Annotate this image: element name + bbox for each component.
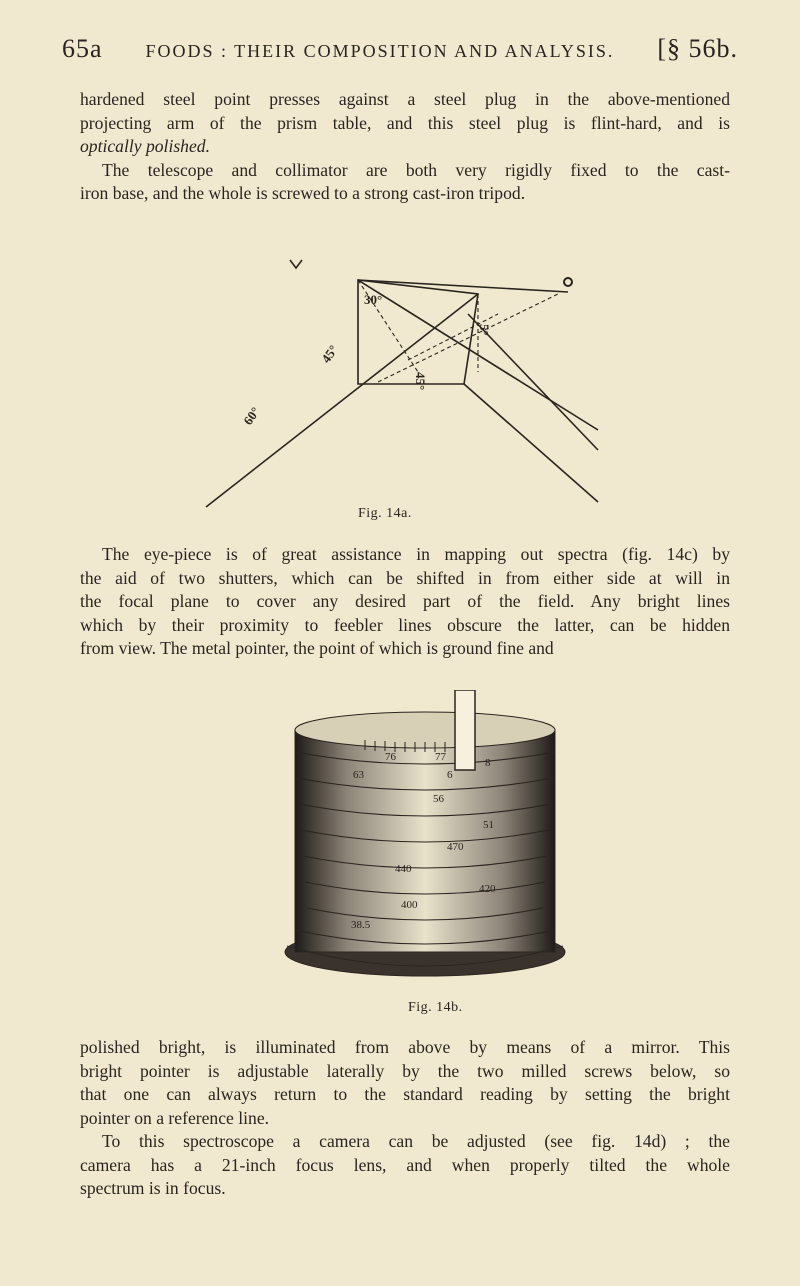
- figure-14a-caption: Fig. 14a.: [358, 506, 412, 521]
- angle-label: 60°: [240, 404, 263, 428]
- text-line: To this spectroscope a camera can be adjusted (see fig. 14d) ; the: [102, 1131, 730, 1151]
- scale-label: 77: [435, 751, 446, 763]
- scale-label: 51: [483, 819, 494, 831]
- scale-label: 8: [485, 757, 491, 769]
- scale-label: 440: [395, 863, 412, 875]
- text-line: the aid of two shutters, which can be shifted in from either side at will in: [80, 567, 730, 588]
- scale-label: 76: [385, 751, 396, 763]
- scale-label: 470: [447, 841, 464, 853]
- text-line: optically polished.: [80, 136, 210, 156]
- figure-14a-diagram: [178, 252, 618, 512]
- section-ref: [§ 56b.: [657, 34, 738, 63]
- text-line: iron base, and the whole is screwed to a strong cast-iron tripod.: [80, 183, 526, 203]
- running-title: FOODS : THEIR COMPOSITION AND ANALYSIS.: [145, 41, 615, 61]
- angle-label: 45°: [318, 342, 341, 366]
- figure-14b-illustration: [275, 690, 575, 990]
- text-line: spectrum is in focus.: [80, 1178, 226, 1198]
- text-line: hardened steel point presses against a steel plug in the above-mentioned: [80, 89, 730, 109]
- text-line: that one can always return to the standard reading by setting the bright: [80, 1084, 730, 1104]
- text-line: which by their proximity to feebler lines obscure the latter, can be hidden: [80, 614, 730, 635]
- scale-label: 63: [353, 769, 364, 781]
- paragraph-5: [80, 1130, 730, 1201]
- text-line: bright pointer is adjustable laterally by the two milled screws below, so: [80, 1060, 730, 1081]
- text-line: The telescope and collimator are both very rigidly fixed to the cast-: [102, 159, 730, 180]
- paragraph-3: [80, 543, 730, 661]
- text-line: from view. The metal pointer, the point of which is ground fine and: [80, 638, 554, 658]
- angle-label: 45°: [413, 372, 428, 391]
- point-marker: [564, 278, 572, 286]
- arrow-icon: [290, 260, 302, 268]
- paragraph-4: [80, 1036, 730, 1130]
- ray-line: [358, 280, 568, 292]
- text-line: projecting arm of the prism table, and this steel plug is flint-hard, and is: [80, 112, 730, 133]
- dashed-line: [408, 314, 498, 360]
- ray-line: [464, 384, 598, 502]
- ray-line: [206, 294, 478, 507]
- text-line: the focal plane to cover any desired part of the field. Any bright lines: [80, 591, 730, 611]
- page-header: [62, 34, 738, 64]
- scale-label: 6: [447, 769, 453, 781]
- angle-label: 5°: [477, 324, 492, 336]
- page-number: 65a: [62, 34, 103, 63]
- scale-label: 38.5: [351, 919, 371, 931]
- angle-label: 30°: [364, 292, 383, 307]
- text-line: The eye-piece is of great assistance in mapping out spectra (fig. 14c) by: [102, 544, 730, 564]
- scale-label: 420: [479, 883, 496, 895]
- scale-label: 56: [433, 793, 444, 805]
- figure-14b-caption: Fig. 14b.: [408, 1000, 463, 1015]
- scale-label: 400: [401, 899, 418, 911]
- paragraph-1: [80, 88, 730, 159]
- text-line: pointer on a reference line.: [80, 1107, 270, 1128]
- drum-body: [295, 730, 555, 952]
- text-line: camera has a 21-inch focus lens, and when properly tilted the whole: [80, 1154, 730, 1175]
- dashed-line: [378, 294, 558, 382]
- pointer: [455, 690, 475, 770]
- text-line: polished bright, is illuminated from above by means of a mirror. This: [80, 1037, 730, 1057]
- paragraph-2: [80, 159, 730, 206]
